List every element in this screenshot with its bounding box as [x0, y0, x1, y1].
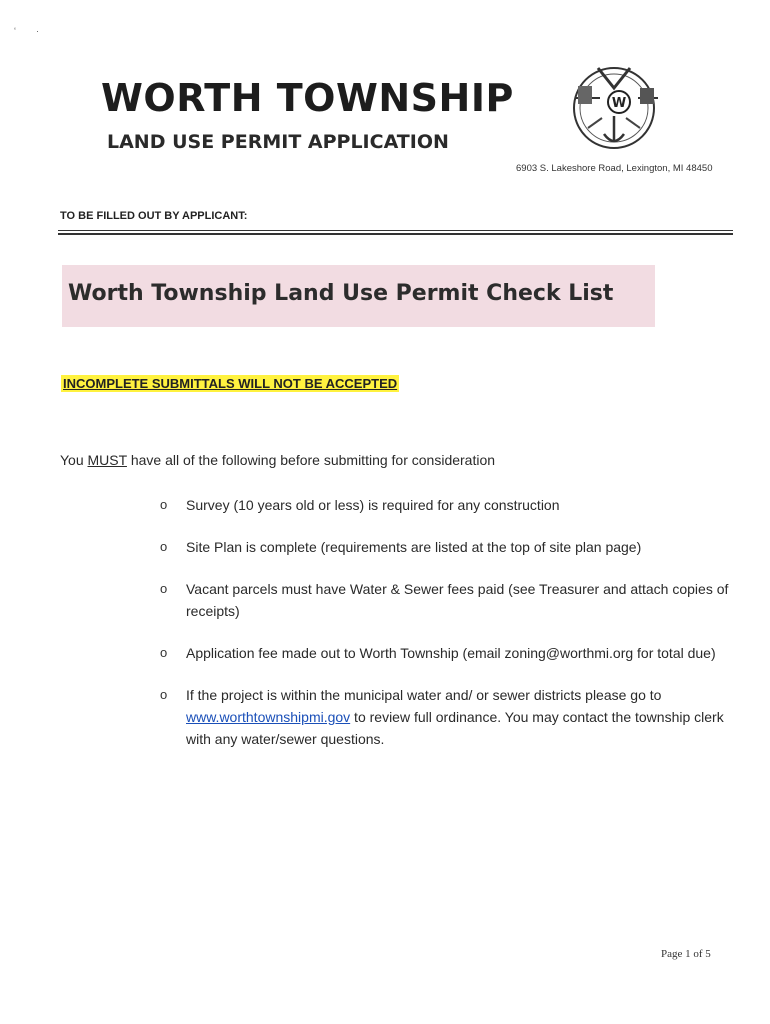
ordinance-link[interactable]: www.worthtownshipmi.gov: [186, 709, 351, 725]
intro-emphasis: MUST: [87, 452, 127, 468]
list-item-text: Survey (10 years old or less) is required for any construction: [186, 497, 560, 513]
svg-text:W: W: [611, 96, 627, 111]
list-item: [160, 494, 740, 516]
checklist-title: Worth Township Land Use Permit Check List: [68, 281, 614, 306]
township-seal-icon: [562, 58, 666, 158]
document-title: WORTH TOWNSHIP: [101, 76, 514, 120]
requirements-list: [160, 494, 740, 770]
applicant-section-label: TO BE FILLED OUT BY APPLICANT:: [60, 210, 248, 222]
checklist-intro: [60, 452, 495, 468]
incomplete-warning: INCOMPLETE SUBMITTALS WILL NOT BE ACCEPTED: [63, 376, 398, 391]
document-subtitle: LAND USE PERMIT APPLICATION: [107, 131, 449, 153]
list-item: [160, 642, 740, 664]
bullet-icon: o: [160, 645, 168, 660]
list-item-text: Application fee made out to Worth Township (email zoning@worthmi.org for total due): [186, 645, 716, 661]
scan-marks: ‘ ·: [14, 26, 40, 36]
list-item-text: Vacant parcels must have Water & Sewer fees paid (see Treasurer and attach copies of receipts): [186, 581, 729, 619]
township-address: 6903 S. Lakeshore Road, Lexington, MI 48450: [516, 163, 713, 174]
list-item: [160, 684, 740, 750]
list-item-text-after: to review full ordinance. You may contact the township clerk with any water/sewer questions.: [186, 709, 724, 747]
bullet-icon: o: [160, 581, 168, 596]
intro-prefix: You: [60, 452, 88, 468]
list-item-text: Site Plan is complete (requirements are listed at the top of site plan page): [186, 539, 642, 555]
list-item: [160, 536, 740, 558]
bullet-icon: o: [160, 539, 168, 554]
intro-suffix: have all of the following before submitting for consideration: [126, 452, 496, 468]
page-number: Page 1 of 5: [661, 948, 711, 960]
bullet-icon: o: [160, 497, 168, 512]
divider-line: [58, 230, 733, 231]
list-item: [160, 578, 740, 622]
list-item-text-before: If the project is within the municipal water and/ or sewer districts please go to: [186, 687, 662, 703]
bullet-icon: o: [160, 687, 168, 702]
divider-line-thick: [58, 233, 733, 235]
